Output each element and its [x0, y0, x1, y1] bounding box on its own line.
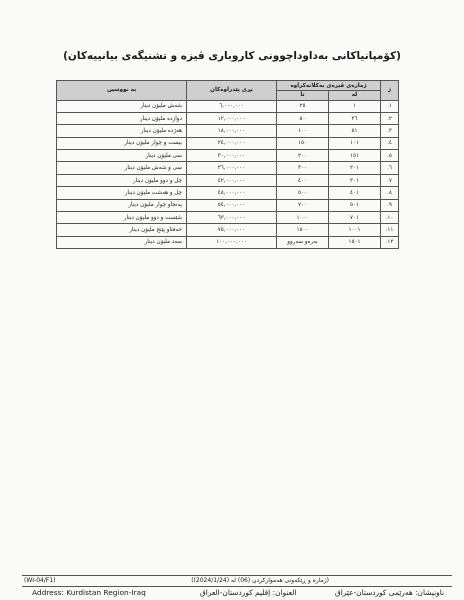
row-seq-cell: ١٠.	[381, 212, 399, 224]
row-seq-cell: ١.	[381, 100, 399, 112]
header-amount: بڕی پێدراوەکان	[187, 81, 277, 101]
table-body	[57, 100, 399, 249]
row-from-cell: ١٥٠١	[329, 236, 381, 248]
table-header-row	[57, 81, 399, 91]
table-row	[57, 187, 399, 199]
row-seq-cell: ٨.	[381, 187, 399, 199]
table-row	[57, 212, 399, 224]
row-to-cell: ٢٠٠	[277, 150, 329, 162]
row-from-cell: ٥١	[329, 125, 381, 137]
row-from-cell: ١٠١	[329, 137, 381, 149]
row-to-cell: ٧٠٠	[277, 199, 329, 211]
header-from: لە	[329, 91, 381, 101]
table-row	[57, 162, 399, 174]
row-to-cell: بەرەو سەروو	[277, 236, 329, 248]
row-amount-cell: ٤٨,٠٠٠,٠٠٠	[187, 187, 277, 199]
row-to-cell: ١٠٠	[277, 125, 329, 137]
row-to-cell: ١٥٠٠	[277, 224, 329, 236]
footer-divider-bottom	[22, 586, 452, 587]
row-amount-cell: ٢٤,٠٠٠,٠٠٠	[187, 137, 277, 149]
row-amount-cell: ٥٤,٠٠٠,٠٠٠	[187, 199, 277, 211]
row-words-cell: سی ملیۆن دینار	[57, 150, 187, 162]
row-to-cell: ٢٥	[277, 100, 329, 112]
table-row	[57, 125, 399, 137]
row-to-cell: ٥٠	[277, 112, 329, 124]
row-from-cell: ٢٠١	[329, 162, 381, 174]
document-title: (کۆمپانیاکانی بەداوداچوونی کاروباری ڤیزە و تشنیگەی بیانییەکان)	[63, 50, 401, 62]
row-words-cell: سەد ملیۆن دینار	[57, 236, 187, 248]
row-from-cell: ٢٦	[329, 112, 381, 124]
header-range-group: ژمارەی ڤیزەی بەکلانەکراوە	[277, 81, 381, 91]
row-to-cell: ٤٠٠	[277, 174, 329, 186]
footer-form-code: (WI-04/F1)	[24, 577, 56, 584]
row-words-cell: شێست و دوو ملیۆن دینار	[57, 212, 187, 224]
footer-issue-info: (ژمارە و ڕێکەوتی هەموارکردن (06) لە (2024/1/24))	[191, 577, 329, 584]
row-amount-cell: ٦٣,٠٠٠,٠٠٠	[187, 212, 277, 224]
row-from-cell: ٧٠١	[329, 212, 381, 224]
row-seq-cell: ١١.	[381, 224, 399, 236]
fee-table	[56, 80, 399, 249]
row-from-cell: ٣٠١	[329, 174, 381, 186]
table-row	[57, 150, 399, 162]
row-words-cell: چل و هەشت ملیۆن دینار	[57, 187, 187, 199]
row-seq-cell: ١٢.	[381, 236, 399, 248]
table-row	[57, 199, 399, 211]
row-amount-cell: ٧٥,٠٠٠,٠٠٠	[187, 224, 277, 236]
row-to-cell: ١٠٠٠	[277, 212, 329, 224]
table-row	[57, 174, 399, 186]
row-amount-cell: ٣٦,٠٠٠,٠٠٠	[187, 162, 277, 174]
row-seq-cell: ٦.	[381, 162, 399, 174]
row-words-cell: شەش ملیۆن دینار	[57, 100, 187, 112]
row-seq-cell: ٤.	[381, 137, 399, 149]
row-amount-cell: ١٠٠,٠٠٠,٠٠٠	[187, 236, 277, 248]
row-to-cell: ١٥٠	[277, 137, 329, 149]
row-from-cell: ٤٠١	[329, 187, 381, 199]
row-amount-cell: ١٨,٠٠٠,٠٠٠	[187, 125, 277, 137]
row-seq-cell: ٥.	[381, 150, 399, 162]
row-amount-cell: ٦,٠٠٠,٠٠٠	[187, 100, 277, 112]
footer-address-en: Address: Kurdistan Region-Iraq	[32, 588, 146, 597]
row-from-cell: ١	[329, 100, 381, 112]
row-seq-cell: ٩.	[381, 199, 399, 211]
header-to: تا	[277, 91, 329, 101]
row-amount-cell: ١٢,٠٠٠,٠٠٠	[187, 112, 277, 124]
footer-address-ar: العنوان: إقليم كوردستان-العراق	[200, 588, 297, 597]
header-seq: ژ	[381, 81, 399, 101]
row-words-cell: دوازدە ملیۆن دینار	[57, 112, 187, 124]
row-amount-cell: ٤٢,٠٠٠,٠٠٠	[187, 174, 277, 186]
row-from-cell: ١٠٠١	[329, 224, 381, 236]
table-row	[57, 100, 399, 112]
row-words-cell: پەنجاو چوار ملیۆن دینار	[57, 199, 187, 211]
table-row	[57, 236, 399, 248]
row-amount-cell: ٣٠,٠٠٠,٠٠٠	[187, 150, 277, 162]
row-words-cell: سی و شەش ملیۆن دینار	[57, 162, 187, 174]
row-words-cell: هەژدە ملیۆن دینار	[57, 125, 187, 137]
header-in-words: بە نووسین	[57, 81, 187, 101]
footer-divider-top	[22, 575, 452, 576]
row-seq-cell: ٢.	[381, 112, 399, 124]
row-seq-cell: ٣.	[381, 125, 399, 137]
table-row	[57, 112, 399, 124]
row-to-cell: ٥٠٠	[277, 187, 329, 199]
row-words-cell: حەفتاو پێنج ملیۆن دینار	[57, 224, 187, 236]
row-seq-cell: ٧.	[381, 174, 399, 186]
table-row	[57, 224, 399, 236]
row-from-cell: ١٥١	[329, 150, 381, 162]
row-to-cell: ٣٠٠	[277, 162, 329, 174]
row-words-cell: بیست و چوار ملیۆن دینار	[57, 137, 187, 149]
table-row	[57, 137, 399, 149]
row-words-cell: چل و دوو ملیۆن دینار	[57, 174, 187, 186]
row-from-cell: ٥٠١	[329, 199, 381, 211]
footer-address-ku: ناونیشان: هەرێمی کوردستان-عێراق	[334, 588, 444, 597]
